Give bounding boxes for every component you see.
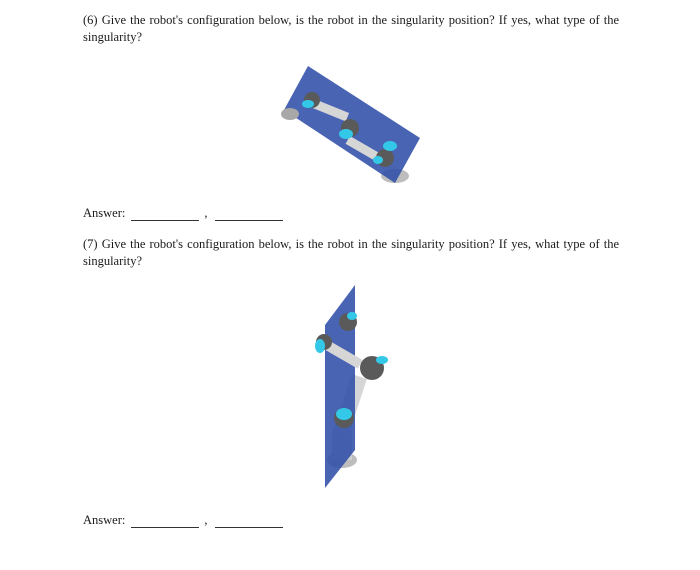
answer-separator: , [204,206,208,220]
answer-blank-1[interactable] [131,209,199,221]
joint-cap [373,156,383,164]
robot-figure-7 [300,280,410,490]
question-7-text: (7) Give the robot's configuration below, is the robot in the singularity position? If yes, what type of the singularity? [83,237,619,268]
joint-cap [339,129,353,139]
answer-blank-2[interactable] [215,209,283,221]
answer-blank-1[interactable] [131,516,199,528]
answer-label: Answer: [83,513,126,527]
answer-6-line [83,205,283,221]
answer-7-line [83,512,283,528]
joint-cap [347,312,357,320]
robot-figure-6 [270,58,430,193]
question-6-text: (6) Give the robot's configuration below, is the robot in the singularity position? If yes, what type of the singularity? [83,13,619,44]
joint-cap [336,408,352,420]
answer-separator: , [204,513,208,527]
answer-blank-2[interactable] [215,516,283,528]
answer-label: Answer: [83,206,126,220]
robot-joint [281,108,299,120]
joint-cap [376,356,388,364]
joint-cap [383,141,397,151]
joint-cap [302,100,314,108]
joint-cap [315,339,325,353]
